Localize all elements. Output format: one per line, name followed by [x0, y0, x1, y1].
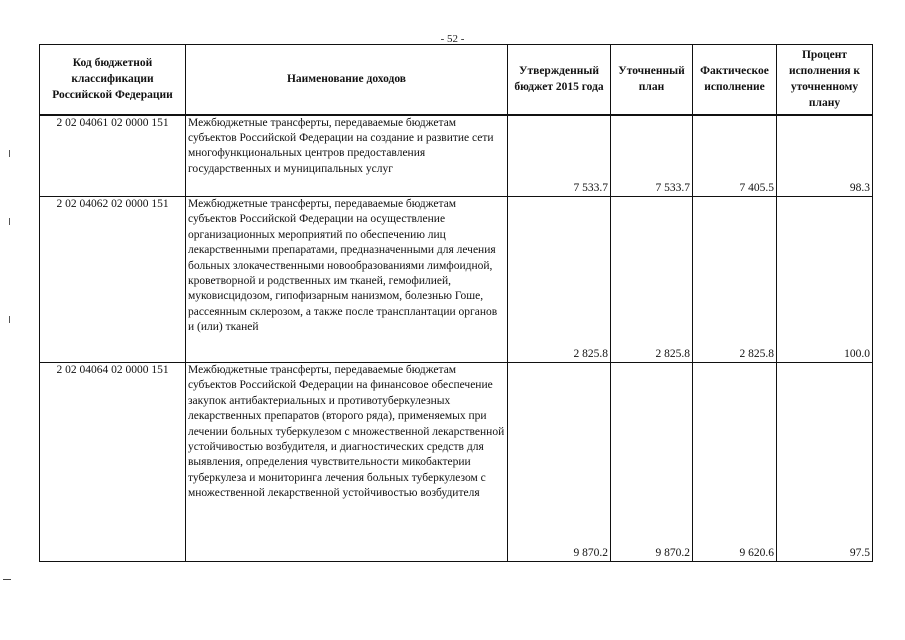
- cell-name: Межбюджетные трансферты, передаваемые бюджетам субъектов Российской Федерации на финансовое обеспечение закупок антибактериальных и противотуберкулезных лекарственных препаратов (второго ряда), применяемых при лечении больных туберкулезом с множественной лекарственной устойчивостью возбудителя, и диагностических средств для выявления, определения чувствительности микобактерии туберкулеза и мониторинга лечения больных туберкулезом с множественной лекарственной устойчивостью возбудителя: [186, 363, 508, 562]
- table-row: [40, 197, 873, 363]
- cell-code: 2 02 04062 02 0000 151: [40, 197, 186, 363]
- cell-code: 2 02 04064 02 0000 151: [40, 363, 186, 562]
- cell-name: Межбюджетные трансферты, передаваемые бюджетам субъектов Российской Федерации на создание и развитие сети многофункциональных центров предоставления государственных и муниципальных услуг: [186, 115, 508, 197]
- table-row: [40, 363, 873, 562]
- cell-actual: 7 405.5: [693, 115, 777, 197]
- cell-actual: 2 825.8: [693, 197, 777, 363]
- cell-percent: 100.0: [777, 197, 873, 363]
- table-row: [40, 115, 873, 197]
- cell-revised: 2 825.8: [611, 197, 693, 363]
- header-actual-execution: Фактическое исполнение: [693, 45, 777, 115]
- margin-mark: [9, 218, 10, 225]
- cell-code: 2 02 04061 02 0000 151: [40, 115, 186, 197]
- cell-approved: 2 825.8: [508, 197, 611, 363]
- page-number: - 52 -: [440, 33, 465, 45]
- cell-approved: 7 533.7: [508, 115, 611, 197]
- cell-approved: 9 870.2: [508, 363, 611, 562]
- cell-name: Межбюджетные трансферты, передаваемые бюджетам субъектов Российской Федерации на осуществление организационных мероприятий по обеспечению лиц лекарственными препаратами, предназначенными для лечения больных злокачественными новообразованиями лимфоидной, кроветворной и родственных им тканей, гемофилией, муковисцидозом, гипофизарным нанизмом, болезнью Гоше, рассеянным склерозом, а также после трансплантации органов и (или) тканей: [186, 197, 508, 363]
- header-revised-plan: Уточненный план: [611, 45, 693, 115]
- margin-mark: [9, 316, 10, 323]
- cell-actual: 9 620.6: [693, 363, 777, 562]
- header-code: Код бюджетной классификации Российской Федерации: [40, 45, 186, 115]
- header-name: Наименование доходов: [186, 45, 508, 115]
- cell-revised: 9 870.2: [611, 363, 693, 562]
- cell-percent: 98.3: [777, 115, 873, 197]
- cell-percent: 97.5: [777, 363, 873, 562]
- margin-mark: [9, 150, 10, 157]
- header-execution-percent: Процент исполнения к уточненному плану: [777, 45, 873, 115]
- header-approved-budget: Утвержденный бюджет 2015 года: [508, 45, 611, 115]
- budget-revenue-table: [39, 44, 873, 562]
- table-header-row: [40, 45, 873, 115]
- margin-dash: [3, 579, 11, 580]
- cell-revised: 7 533.7: [611, 115, 693, 197]
